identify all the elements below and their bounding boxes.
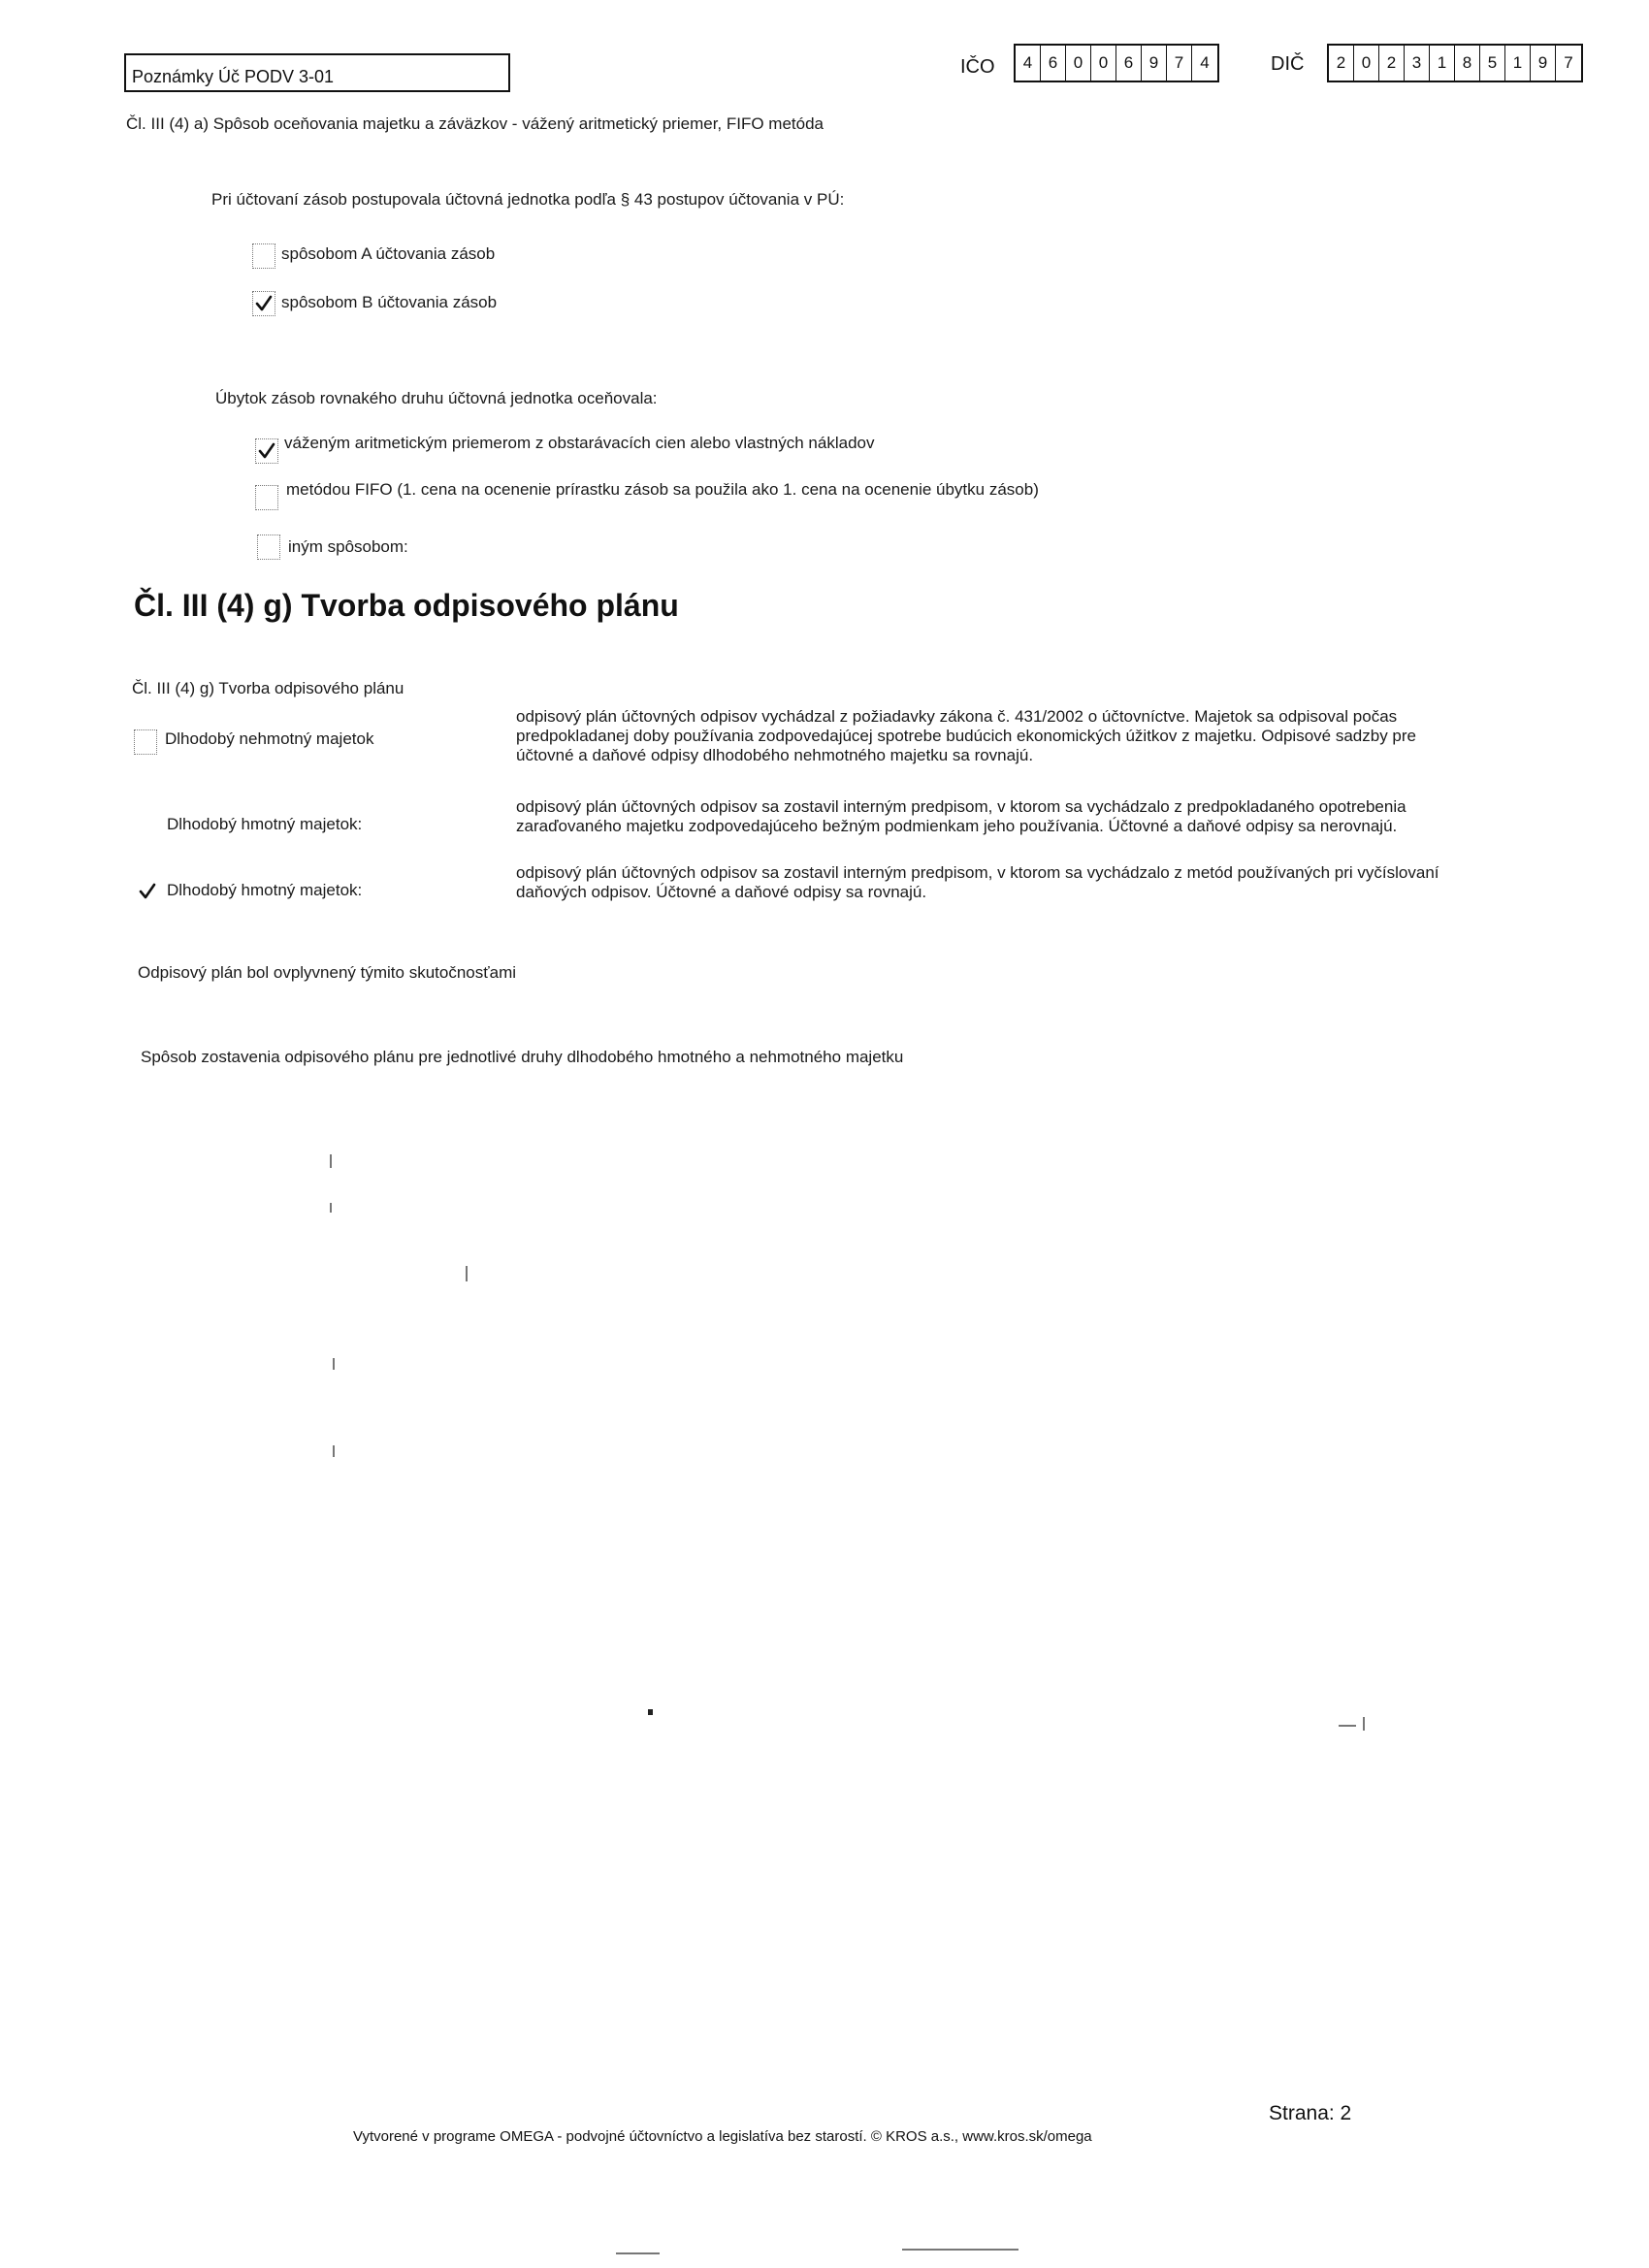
- ico-digit: 0: [1066, 46, 1091, 81]
- decrease-other-checkbox[interactable]: [257, 535, 280, 560]
- decrease-other-label: iným spôsobom:: [288, 537, 408, 556]
- ico-digit: 4: [1200, 53, 1210, 72]
- dic-digit: 3: [1405, 46, 1430, 81]
- inventory-option-a-label: spôsobom A účtovania zásob: [281, 244, 496, 263]
- dic-digit: 2: [1379, 46, 1405, 81]
- decrease-fifo-label: metódou FIFO (1. cena na ocenenie prírastku zásob sa použila ako 1. cena na ocenenie úbytku zásob): [286, 480, 1039, 499]
- scan-speck: [616, 2252, 660, 2254]
- dic-digit: 1: [1430, 46, 1455, 81]
- ico-digit: 0: [1091, 46, 1116, 81]
- decrease-fifo-checkbox[interactable]: [255, 485, 278, 510]
- description-line: účtovné a daňové odpisy dlhodobého nehmotného majetku sa rovnajú.: [516, 746, 1034, 764]
- description-line: odpisový plán účtovných odpisov vychádzal z požiadavky zákona č. 431/2002 o účtovníctve. Majetok sa odpisoval počas: [516, 707, 1398, 726]
- inventory-option-a-checkbox[interactable]: [252, 243, 275, 269]
- intangible-assets-description: [516, 707, 1564, 765]
- depreciation-subheading: Čl. III (4) g) Tvorba odpisového plánu: [132, 679, 404, 697]
- dic-digit: 2: [1329, 46, 1354, 81]
- checkmark-icon: [138, 882, 157, 901]
- checkmark-icon: [257, 441, 276, 461]
- footer-credit: Vytvorené v programe OMEGA - podvojné účtovníctvo a legislatíva bez starostí. © KROS a.s., www.kros.sk/omega: [353, 2128, 1092, 2145]
- dic-digit: 7: [1564, 53, 1573, 72]
- description-line: daňových odpisov. Účtovné a daňové odpisy sa rovnajú.: [516, 883, 927, 901]
- inventory-intro: Pri účtovaní zásob postupovala účtovná jednotka podľa § 43 postupov účtovania v PÚ:: [211, 190, 845, 209]
- depreciation-heading: Čl. III (4) g) Tvorba odpisového plánu: [134, 588, 679, 623]
- description-line: odpisový plán účtovných odpisov sa zostavil interným predpisom, v ktorom sa vychádzalo z predpokladaného opotrebenia: [516, 797, 1406, 816]
- scan-speck: [648, 1709, 653, 1715]
- dic-digit: 8: [1455, 46, 1480, 81]
- scan-speck: [1363, 1717, 1365, 1731]
- scan-speck: [330, 1203, 332, 1213]
- tangible-assets-description-1: [516, 797, 1564, 836]
- dic-label: DIČ: [1271, 53, 1305, 75]
- intangible-assets-checkbox[interactable]: [134, 729, 157, 755]
- scan-speck: [902, 2249, 1018, 2251]
- inventory-option-b-label: spôsobom B účtovania zásob: [281, 293, 498, 311]
- description-line: predpokladanej doby používania zodpovedajúcej spotrebe budúcich ekonomických úžitkov z majetku. Odpisové sadzby pre: [516, 727, 1417, 745]
- ico-digit: 9: [1142, 46, 1167, 81]
- ico-digit: 7: [1167, 46, 1192, 81]
- page-number: Strana: 2: [1269, 2102, 1352, 2124]
- tangible-assets-checkbox-2[interactable]: [136, 879, 159, 904]
- dic-digit: 9: [1531, 46, 1556, 81]
- decrease-weighted-average-checkbox[interactable]: [255, 438, 278, 464]
- tangible-assets-label-2: Dlhodobý hmotný majetok:: [167, 881, 363, 899]
- ico-digit: 6: [1116, 46, 1142, 81]
- dic-digit: 0: [1354, 46, 1379, 81]
- scan-speck: [333, 1445, 335, 1457]
- ico-digit: 4: [1016, 46, 1041, 81]
- dic-digit: 5: [1480, 46, 1505, 81]
- intangible-assets-label: Dlhodobý nehmotný majetok: [165, 729, 374, 748]
- scan-speck: [466, 1266, 468, 1281]
- influenced-by-text: Odpisový plán bol ovplyvnený týmito skutočnosťami: [138, 963, 517, 982]
- tangible-assets-description-2: [516, 863, 1564, 902]
- dic-digit-boxes: [1327, 44, 1583, 82]
- form-name: Poznámky Úč PODV 3-01: [132, 67, 335, 86]
- ico-digit: 6: [1041, 46, 1066, 81]
- scan-speck: [330, 1154, 332, 1168]
- decrease-intro: Úbytok zásob rovnakého druhu účtovná jednotka oceňovala:: [215, 389, 658, 407]
- description-line: odpisový plán účtovných odpisov sa zostavil interným predpisom, v ktorom sa vychádzalo z metód používaných pri vyčíslovaní: [516, 863, 1439, 882]
- checkmark-icon: [254, 294, 274, 313]
- scan-speck: [333, 1358, 335, 1370]
- ico-label: IČO: [960, 56, 995, 78]
- tangible-assets-label-1: Dlhodobý hmotný majetok:: [167, 815, 363, 833]
- decrease-weighted-average-label: váženým aritmetickým priemerom z obstarávacích cien alebo vlastných nákladov: [284, 434, 875, 452]
- scan-speck: [1339, 1725, 1356, 1727]
- valuation-section-title: Čl. III (4) a) Spôsob oceňovania majetku a záväzkov - vážený aritmetický priemer, FIFO metóda: [126, 114, 824, 133]
- ico-digit-boxes: [1014, 44, 1219, 82]
- description-line: zaraďovaného majetku zodpovedajúceho bežným podmienkam jeho používania. Účtovné a daňové odpisy sa nerovnajú.: [516, 817, 1398, 835]
- form-name-box: [124, 53, 510, 92]
- inventory-option-b-checkbox[interactable]: [252, 291, 275, 316]
- dic-digit: 1: [1505, 46, 1531, 81]
- method-note-text: Spôsob zostavenia odpisového plánu pre jednotlivé druhy dlhodobého hmotného a nehmotného majetku: [141, 1048, 904, 1066]
